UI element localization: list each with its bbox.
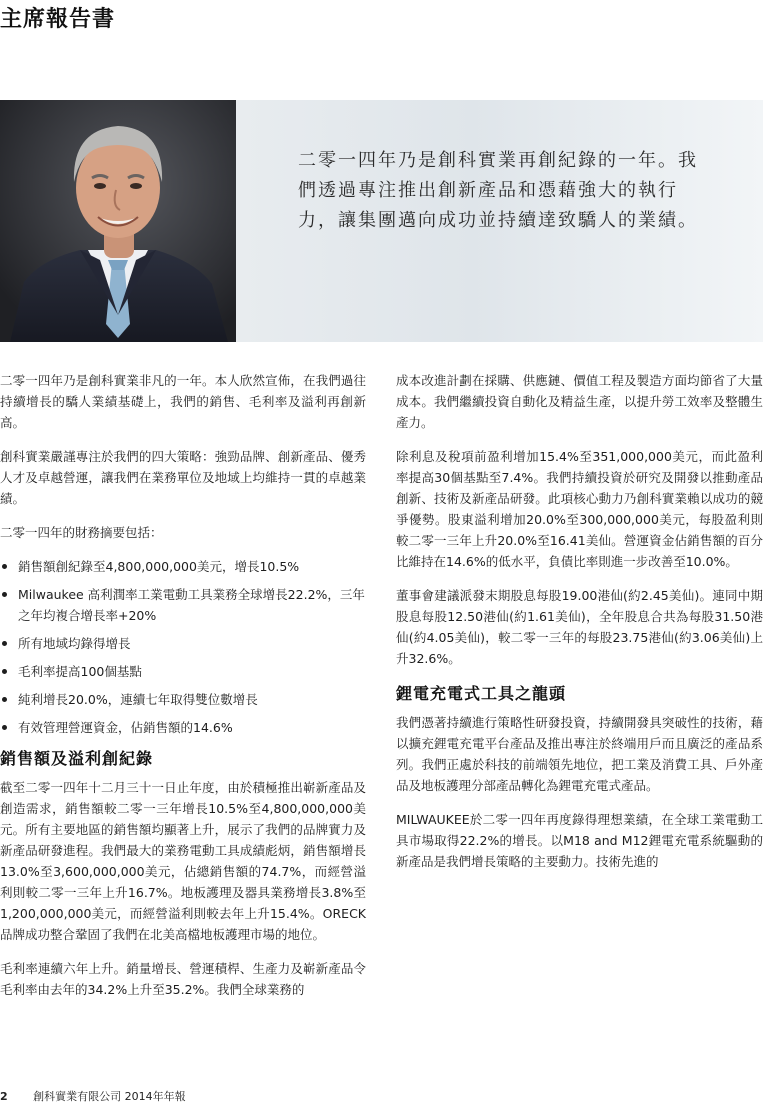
paragraph: 創科實業嚴謹專注於我們的四大策略：強勁品牌、創新產品、優秀人才及卓越營運，讓我們在業務單位及地域上均維持一貫的卓越業績。 [0,449,366,506]
chairman-portrait [0,100,236,342]
financial-highlights-list [0,556,366,738]
paragraph: 我們憑著持續進行策略性研發投資，持續開發具突破性的技術，藉以擴充鋰電充電平台產品及推出專注於終端用戶而且廣泛的產品系列。我們正處於科技的前端領先地位，把工業及消費工具、戶外產品及地板護理分部產品轉化為鋰電充電式產品。 [396,715,763,793]
page-title: 主席報告書 [0,7,116,32]
list-item: 所有地域均錄得增長 [0,633,366,654]
paragraph: 除利息及稅項前盈利增加15.4%至351,000,000美元，而此盈利率提高30個基點至7.4%。我們持續投資於研究及開發以推動產品創新、技術及新產品研發。此項核心動力乃創科實業賴以成功的競爭優勢。股東溢利增加20.0%至300,000,000美元，每股盈利則較二零一三年上升20.0%至16.41美仙。營運資金佔銷售額的百分比維持在14.6%的低水平，負債比率則進一步改善至10.0%。 [396,449,763,569]
paragraph: 董事會建議派發末期股息每股19.00港仙(約2.45美仙)。連同中期股息每股12.50港仙(約1.61美仙)，全年股息合共為每股31.50港仙(約4.05美仙)，較二零一三年的每股23.75港仙(約3.06美仙)上升32.6%。 [396,588,763,666]
page-footer [0,1088,186,1104]
hero-banner [0,100,763,342]
list-item: 毛利率提高100個基點 [0,661,366,682]
section-heading: 鋰電充電式工具之龍頭 [396,684,567,703]
paragraph: 成本改進計劃在採購、供應鏈、價值工程及製造方面均節省了大量成本。我們繼續投資自動化及精益生產，以提升勞工效率及整體生產力。 [396,373,763,430]
paragraph: MILWAUKEE於二零一四年再度錄得理想業績，在全球工業電動工具市場取得22.2%的增長。以M18 and M12鋰電充電系統驅動的新產品是我們增長策略的主要動力。技術先進的 [396,812,763,869]
paragraph: 截至二零一四年十二月三十一日止年度，由於積極推出嶄新產品及創造需求，銷售額較二零一三年增長10.5%至4,800,000,000美元。所有主要地區的銷售額均顯著上升，展示了我們的品牌實力及新產品研發進程。我們最大的業務電動工具成績彪炳，銷售額增長13.0%至3,600,000,000美元，佔總銷售額的74.7%，而經營溢利則較二零一三年上升16.7%。地板護理及器具業務增長3.8%至1,200,000,000美元，而經營溢利則較去年上升15.4%。ORECK品牌成功整合鞏固了我們在北美高檔地板護理市場的地位。 [0,780,366,942]
list-item: 銷售額創紀錄至4,800,000,000美元，增長10.5% [0,556,366,577]
right-column [396,370,763,885]
paragraph: 二零一四年乃是創科實業非凡的一年。本人欣然宣佈，在我們過往持續增長的驕人業績基礎上，我們的銷售、毛利率及溢利再創新高。 [0,373,366,430]
quote-panel [236,100,763,342]
pull-quote: 二零一四年乃是創科實業再創紀錄的一年。我們透過專注推出創新產品和憑藉強大的執行力，讓集團邁向成功並持續達致驕人的業績。 [298,150,698,231]
list-item: Milwaukee 高利潤率工業電動工具業務全球增長22.2%，三年之年均複合增長率+20% [0,584,366,626]
footer-company: 創科實業有限公司 2014年年報 [33,1090,186,1103]
section-heading: 銷售額及溢利創紀錄 [0,749,154,768]
paragraph: 毛利率連續六年上升。銷量增長、營運積桿、生產力及嶄新產品令毛利率由去年的34.2%上升至35.2%。我們全球業務的 [0,961,366,997]
portrait-illustration [0,100,236,342]
page-number: 2 [0,1090,8,1103]
paragraph: 二零一四年的財務摘要包括： [0,525,163,540]
left-column [0,370,366,1013]
list-item: 純利增長20.0%，連續七年取得雙位數增長 [0,689,366,710]
list-item: 有效管理營運資金，佔銷售額的14.6% [0,717,366,738]
